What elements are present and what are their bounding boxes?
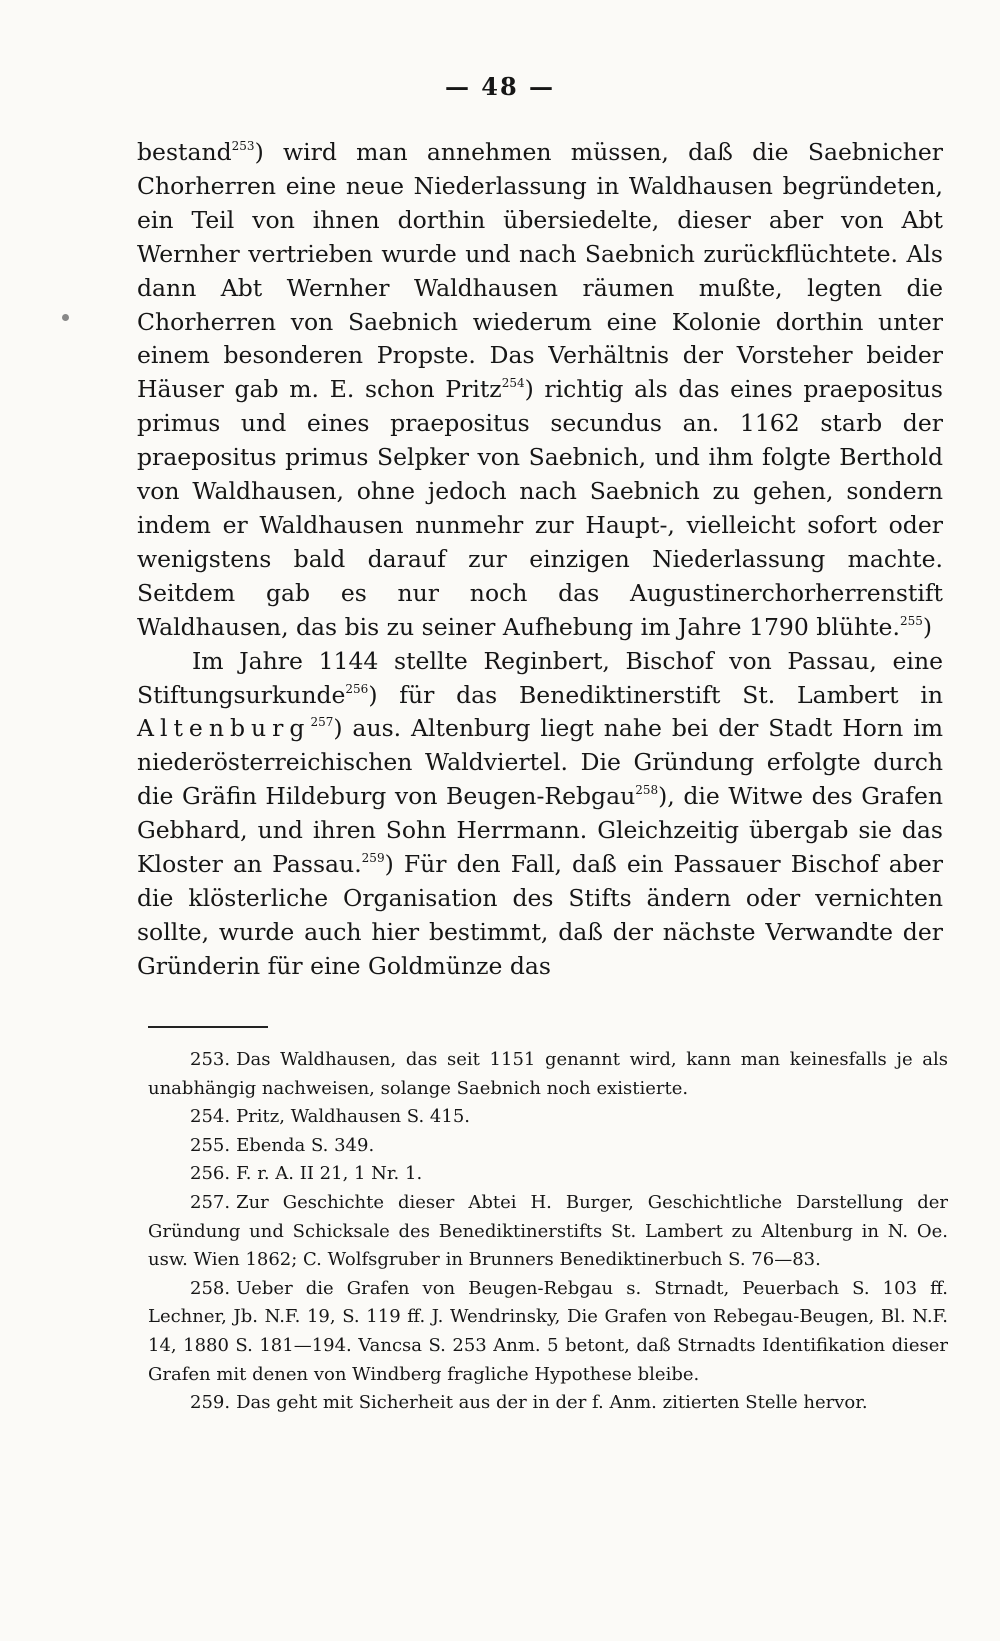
footnote-ref: 255 (899, 613, 923, 628)
footnote-ref: 258 (635, 783, 659, 798)
footnote (148, 1132, 948, 1161)
footnote (148, 1160, 948, 1189)
footnote-number: 255. (190, 1134, 231, 1156)
footnote-text: Ebenda S. 349. (236, 1134, 375, 1156)
footnote-text: Das geht mit Sicherheit aus der in der f. Anm. zitierten Stelle hervor. (236, 1392, 868, 1414)
footnote-ref: 257 (310, 715, 334, 730)
text-run: ) wird man annehmen müssen, daß die Saebnicher Chorherren eine neue Niederlassung in Waldhausen begründeten, ein Teil von ihnen dorthin übersiedelte, dieser aber von Abt Wernher vertrieben wurde und nach Saebnich zurückflüchtete. Als dann Abt Wernher Waldhausen räumen mußte, legten die Chorherren von Saebnich wiederum eine Kolonie dorthin unter einem besonderen Propste. Das Verhältnis der Vorsteher beider Häuser gab m. E. schon Pritz (137, 138, 943, 404)
footnote-text: Das Waldhausen, das seit 1151 genannt wird, kann man keinesfalls je als unabhängig nachweisen, solange Saebnich noch existierte. (148, 1049, 948, 1099)
text-run: ) richtig als das eines praepositus primus und eines praepositus secundus an. 1162 starb der praepositus primus Selpker von Saebnich, und ihm folgte Berthold von Waldhausen, ohne jedoch nach Saebnich zu gehen, sondern indem er Waldhausen nunmehr zur Haupt-, vielleicht sofort oder wenigstens bald darauf zur einzigen Niederlassung machte. Seitdem gab es nur noch das Augustinerchorherrenstift Waldhausen, das bis zu seiner Aufhebung im Jahre 1790 blühte. (137, 375, 943, 641)
footnote-text: F. r. A. II 21, 1 Nr. 1. (236, 1163, 423, 1185)
footnote-number: 257. (190, 1191, 231, 1213)
main-text (137, 136, 943, 984)
margin-dot (62, 314, 69, 321)
footnote-number: 253. (190, 1049, 231, 1070)
footnote-ref: 259 (361, 851, 385, 866)
footnote-number: 256. (190, 1163, 231, 1185)
footnote-number: 258. (190, 1277, 231, 1299)
footnote-rule (148, 1026, 268, 1028)
footnote-text: Pritz, Waldhausen S. 415. (236, 1106, 470, 1128)
text-run: Im Jahre 1144 stellte Reginbert, Bischof von Passau, eine Stiftungsurkunde (137, 646, 943, 709)
text-run: ) aus. Altenburg liegt nahe bei der Stadt Horn im niederösterreichischen Waldviertel. Die Gründung erfolgte durch die Gräfin Hildeburg von Beugen-Rebgau (137, 714, 943, 811)
page-number: — 48 — (444, 72, 556, 101)
text-run: ), die Witwe des Grafen Gebhard, und ihren Sohn Herrmann. Gleichzeitig übergab sie das Kloster an Passau. (137, 782, 943, 879)
footnote (148, 1275, 948, 1389)
text-run: ) für das Benediktinerstift St. Lambert in (368, 680, 943, 709)
footnote-text: Zur Geschichte dieser Abtei H. Burger, Geschichtliche Darstellung der Gründung und Schicksale des Benediktinerstifts St. Lambert zu Altenburg in N. Oe. usw. Wien 1862; C. Wolfsgruber in Brunners Benediktinerbuch S. 76—83. (148, 1191, 948, 1271)
text-run: ) Für den Fall, daß ein Passauer Bischof aber die klösterliche Organisation des Stifts ändern oder vernichten sollte, wurde auch hier bestimmt, daß der nächste Verwandte der Gründerin für eine Goldmünze das (137, 850, 944, 980)
footnote-number: 254. (190, 1106, 231, 1128)
footnote (148, 1046, 948, 1103)
footnotes (148, 1046, 948, 1418)
footnote (148, 1189, 948, 1275)
text-run: ) (922, 612, 933, 641)
footnote (148, 1103, 948, 1132)
paragraph (137, 136, 943, 645)
footnote-number: 259. (190, 1392, 231, 1414)
paragraph (137, 645, 943, 984)
footnote-text: Ueber die Grafen von Beugen-Rebgau s. Strnadt, Peuerbach S. 103 ff. Lechner, Jb. N.F. 19, S. 119 ff. J. Wendrinsky, Die Grafen von Rebegau-Beugen, Bl. N.F. 14, 1880 S. 181—194. Vancsa S. 253 Anm. 5 betont, daß Strnadts Identifikation dieser Grafen mit denen von Windberg fragliche Hypothese bleibe. (148, 1277, 948, 1385)
footnote (148, 1389, 948, 1418)
text-run: bestand (137, 138, 232, 166)
spaced-word: Altenburg (137, 714, 311, 743)
footnote-ref: 256 (345, 681, 369, 696)
footnote-ref: 254 (501, 376, 525, 391)
footnote-ref: 253 (231, 139, 255, 153)
